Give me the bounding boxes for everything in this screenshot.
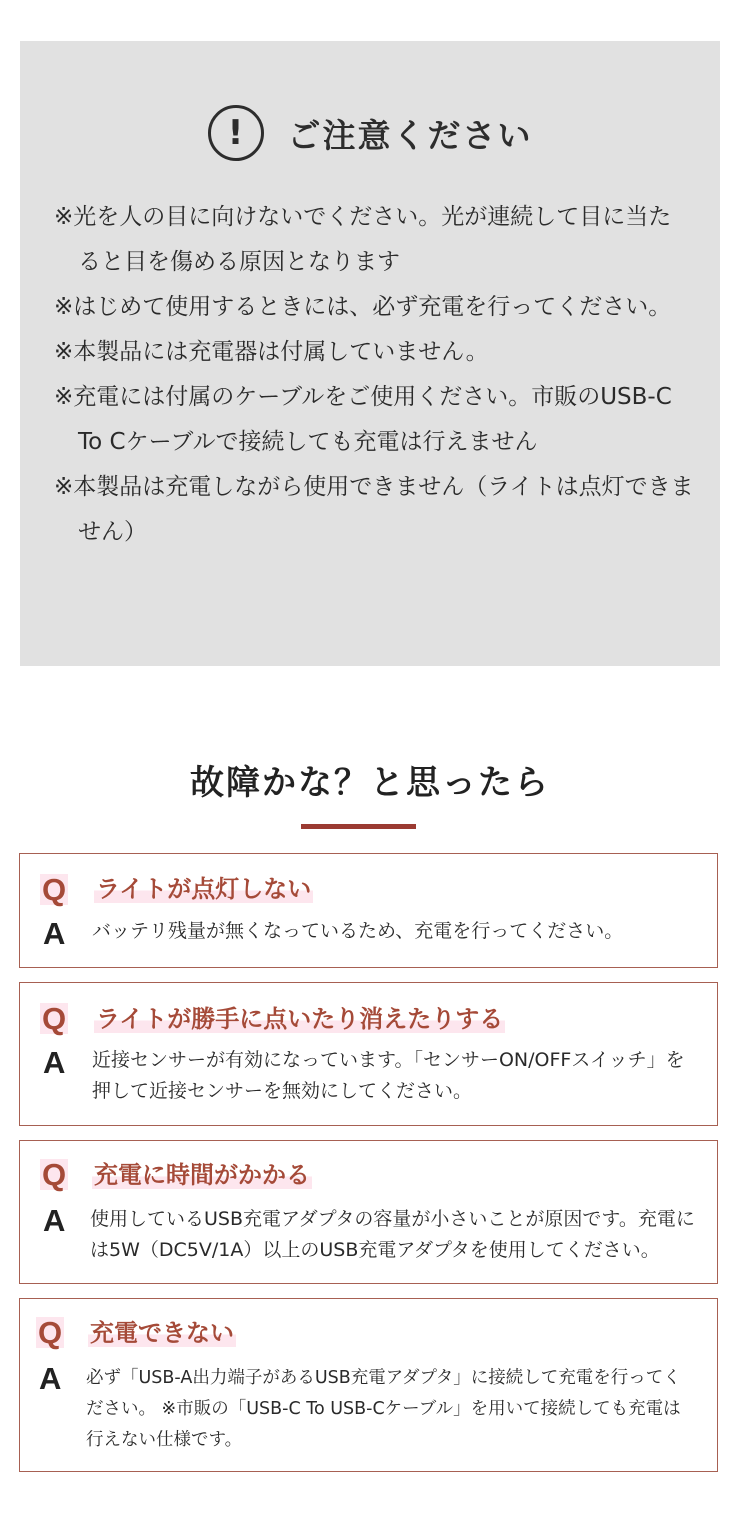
question-text-label: 充電に時間がかかる	[94, 1161, 310, 1189]
question-text-label: ライトが勝手に点いたり消えたりする	[96, 1005, 504, 1033]
question-text-label: 充電できない	[90, 1319, 234, 1347]
question-text-label: ライトが点灯しない	[96, 875, 312, 903]
question-label: Q	[38, 1315, 63, 1350]
question-label: Q	[42, 1157, 67, 1192]
answer-text: 必ず「USB-A出力端子があるUSB充電アダプタ」に接続して充電を行ってください。 ※市販の「USB-C To USB-Cケーブル」を用いて接続しても充電は行えない仕様です。	[86, 1368, 681, 1450]
exclamation-circle-icon: !	[208, 105, 264, 161]
answer-label: A	[39, 1361, 62, 1396]
title-underline	[301, 824, 416, 829]
answer-text: 近接センサーが有効になっています。「センサーON/OFFスイッチ」を押して近接センサーを無効にしてください。	[92, 1049, 685, 1102]
caution-title: ご注意ください	[287, 115, 533, 155]
answer-label: A	[43, 1203, 66, 1238]
answer-text: バッテリ残量が無くなっているため、充電を行ってください。	[92, 920, 624, 942]
question-text	[94, 875, 313, 904]
question-text	[94, 1005, 505, 1034]
qa-card	[19, 982, 718, 1126]
caution-note: ※本製品は充電しながら使用できません（ライトは点灯できません）	[54, 474, 694, 545]
question-text	[88, 1319, 236, 1348]
caution-note: ※充電には付属のケーブルをご使用ください。市販のUSB-C To Cケーブルで接続しても充電は行えません	[54, 384, 672, 455]
question-label: Q	[42, 872, 67, 907]
qa-card	[19, 1140, 718, 1284]
answer-text: 使用しているUSB充電アダプタの容量が小さいことが原因です。充電には5W（DC5V/1A）以上のUSB充電アダプタを使用してください。	[90, 1208, 695, 1261]
troubleshooting-title: 故障かな？と思ったら	[190, 763, 550, 803]
question-text	[92, 1161, 312, 1190]
caution-note: ※光を人の目に向けないでください。光が連続して目に当たると目を傷める原因となります	[54, 204, 672, 275]
question-label: Q	[42, 1001, 67, 1036]
answer-label: A	[43, 1045, 66, 1080]
qa-card	[19, 853, 718, 968]
caution-note: ※本製品には充電器は付属していません。	[54, 339, 489, 365]
answer-label: A	[43, 916, 66, 951]
qa-card	[19, 1298, 718, 1472]
caution-notes-list	[54, 195, 694, 555]
caution-note: ※はじめて使用するときには、必ず充電を行ってください。	[54, 294, 672, 320]
caution-header	[20, 103, 720, 163]
caution-panel	[20, 41, 720, 666]
